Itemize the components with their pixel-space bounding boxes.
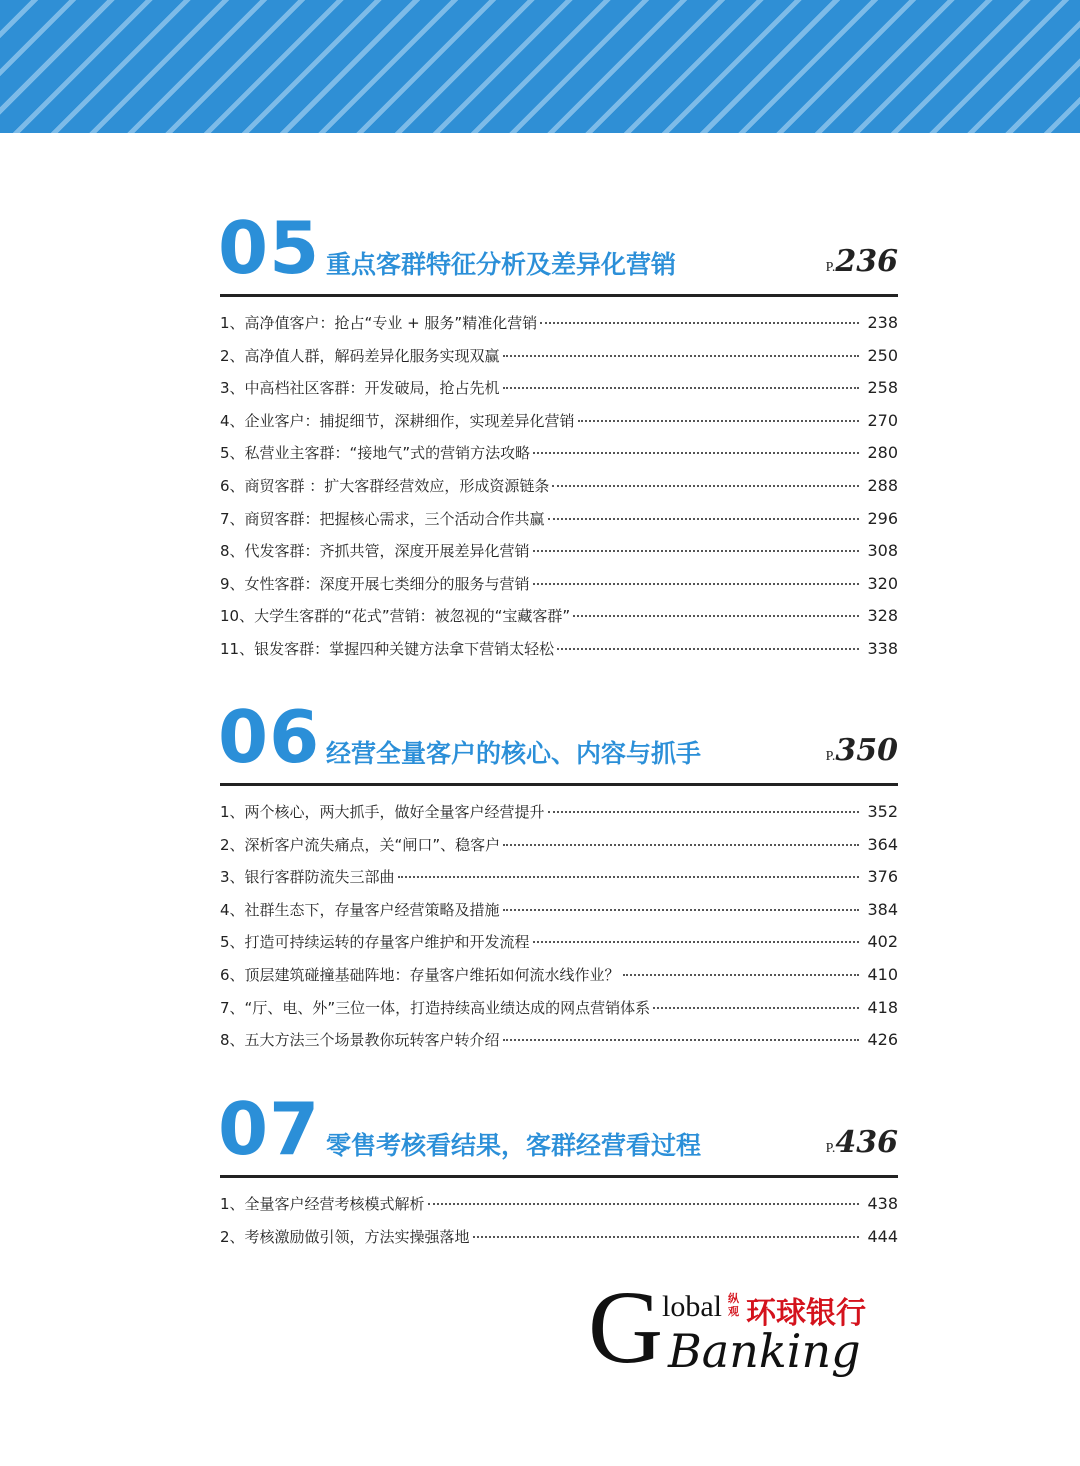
toc-item-page: 338 [867, 638, 898, 658]
toc-item-title: 7、“厅、电、外”三位一体，打造持续高业绩达成的网点营销体系 [220, 998, 651, 1017]
section-header [218, 695, 898, 786]
toc-item-title: 11、银发客群：掌握四种关键方法拿下营销太轻松 [220, 639, 555, 658]
toc-item-page: 384 [867, 899, 898, 919]
page-prefix: P. [825, 1141, 836, 1156]
toc-item-title: 7、商贸客群：把握核心需求，三个活动合作共赢 [220, 509, 545, 528]
global-banking-logo [588, 1270, 868, 1385]
dot-leader [503, 909, 859, 911]
section-07 [218, 1087, 898, 1253]
toc-item-title: 8、代发客群：齐抓共管，深度开展差异化营销 [220, 542, 530, 561]
toc-item-title: 4、社群生态下，存量客户经营策略及措施 [220, 900, 500, 919]
toc-item-page: 376 [867, 867, 898, 887]
section-page [826, 1125, 898, 1160]
toc-item[interactable] [220, 1221, 898, 1254]
toc-list [220, 796, 898, 1057]
dot-leader [503, 1039, 859, 1041]
toc-item[interactable] [220, 1188, 898, 1221]
toc-item-title: 2、考核激励做引领，方法实操强落地 [220, 1227, 470, 1246]
toc-item-title: 4、企业客户：捕捉细节，深耕细作，实现差异化营销 [220, 411, 575, 430]
dot-leader [623, 974, 859, 976]
toc-item[interactable] [220, 600, 898, 633]
page-prefix: P. [825, 260, 836, 275]
section-page [826, 733, 898, 768]
top-striped-banner [0, 0, 1080, 133]
toc-item[interactable] [220, 992, 898, 1025]
toc-item[interactable] [220, 894, 898, 927]
toc-item-page: 296 [867, 508, 898, 528]
dot-leader [398, 876, 859, 878]
section-06 [218, 695, 898, 1057]
logo-banking-text: Banking [668, 1324, 861, 1378]
dot-leader [533, 941, 859, 943]
toc-item-title: 2、深析客户流失痛点，关“闸口”、稳客户 [220, 835, 501, 854]
dot-leader [428, 1203, 859, 1205]
toc-item-page: 418 [867, 997, 898, 1017]
dot-leader [503, 844, 859, 846]
toc-item[interactable] [220, 470, 898, 503]
toc-item-page: 402 [867, 932, 898, 952]
toc-list [220, 307, 898, 666]
toc-item-title: 9、女性客群：深度开展七类细分的服务与营销 [220, 574, 530, 593]
toc-item-title: 2、高净值人群，解码差异化服务实现双赢 [220, 346, 500, 365]
toc-list [220, 1188, 898, 1253]
toc-item[interactable] [220, 829, 898, 862]
section-number: 06 [218, 695, 321, 779]
toc-item[interactable] [220, 503, 898, 536]
dot-leader [540, 322, 859, 324]
toc-item-page: 438 [867, 1194, 898, 1213]
toc-item-title: 1、两个核心，两大抓手，做好全量客户经营提升 [220, 803, 545, 821]
toc-item[interactable] [220, 372, 898, 405]
toc-item-page: 270 [867, 410, 898, 430]
logo-lobal-text: lobal [662, 1290, 722, 1323]
logo-cn-name: 环球银行 [746, 1296, 866, 1331]
page-prefix: P. [825, 749, 836, 764]
logo-small-cn: 纵观 [728, 1292, 739, 1318]
toc-item[interactable] [220, 959, 898, 992]
section-title: 重点客群特征分析及差异化营销 [326, 250, 677, 279]
toc-item-title: 5、私营业主客群：“接地气”式的营销方法攻略 [220, 444, 531, 463]
toc-item-page: 444 [867, 1226, 898, 1246]
dot-leader [533, 583, 859, 585]
dot-leader [548, 518, 859, 520]
toc-item[interactable] [220, 437, 898, 470]
dot-leader [503, 387, 859, 389]
toc-item-title: 1、全量客户经营考核模式解析 [220, 1195, 425, 1213]
dot-leader [533, 452, 859, 454]
toc-item-page: 410 [867, 964, 898, 984]
section-title: 经营全量客户的核心、内容与抓手 [326, 739, 702, 768]
toc-item-page: 364 [867, 834, 898, 854]
logo-letter-g: G [588, 1270, 664, 1385]
dot-leader [552, 485, 859, 487]
section-number: 05 [218, 206, 321, 290]
toc-item-page: 352 [867, 802, 898, 821]
section-05 [218, 206, 898, 666]
page-number: 436 [835, 1125, 898, 1160]
toc-item-page: 308 [867, 541, 898, 561]
toc-item-page: 320 [867, 573, 898, 593]
toc-item-page: 328 [867, 606, 898, 626]
section-title: 零售考核看结果，客群经营看过程 [326, 1131, 702, 1160]
toc-item-title: 6、顶层建筑碰撞基础阵地：存量客户维拓如何流水线作业？ [220, 965, 620, 984]
section-page [826, 244, 898, 279]
page-number: 350 [835, 733, 898, 768]
dot-leader [557, 648, 859, 650]
toc-item-title: 6、商贸客群 ：扩大客群经营效应，形成资源链条 [220, 476, 550, 495]
dot-leader [573, 615, 859, 617]
toc-item-page: 426 [867, 1030, 898, 1050]
toc-item[interactable] [220, 535, 898, 568]
page-number: 236 [835, 244, 898, 279]
section-number: 07 [218, 1087, 321, 1171]
toc-item-title: 8、五大方法三个场景教你玩转客户转介绍 [220, 1031, 500, 1050]
dot-leader [578, 420, 859, 422]
toc-item-page: 250 [867, 345, 898, 365]
toc-item-page: 288 [867, 475, 898, 495]
dot-leader [503, 355, 859, 357]
section-header [218, 1087, 898, 1178]
toc-item-title: 3、银行客群防流失三部曲 [220, 868, 395, 887]
toc-item-page: 258 [867, 378, 898, 398]
toc-item[interactable] [220, 340, 898, 373]
toc-item-page: 238 [867, 313, 898, 332]
toc-item[interactable] [220, 1024, 898, 1057]
dot-leader [473, 1236, 859, 1238]
toc-item[interactable] [220, 796, 898, 829]
toc-item[interactable] [220, 861, 898, 894]
toc-item-title: 3、中高档社区客群：开发破局，抢占先机 [220, 379, 500, 398]
toc-item[interactable] [220, 568, 898, 601]
toc-item-title: 5、打造可持续运转的存量客户维护和开发流程 [220, 933, 530, 952]
toc-item[interactable] [220, 405, 898, 438]
toc-item-title: 1、高净值客户：抢占“专业 + 服务”精准化营销 [220, 314, 538, 332]
dot-leader [533, 550, 859, 552]
toc-item[interactable] [220, 633, 898, 666]
toc-item-page: 280 [867, 443, 898, 463]
toc-item-title: 10、大学生客群的“花式”营销：被忽视的“宝藏客群” [220, 607, 571, 626]
dot-leader [653, 1007, 859, 1009]
section-header [218, 206, 898, 297]
toc-item[interactable] [220, 926, 898, 959]
dot-leader [548, 811, 859, 813]
toc-item[interactable] [220, 307, 898, 340]
